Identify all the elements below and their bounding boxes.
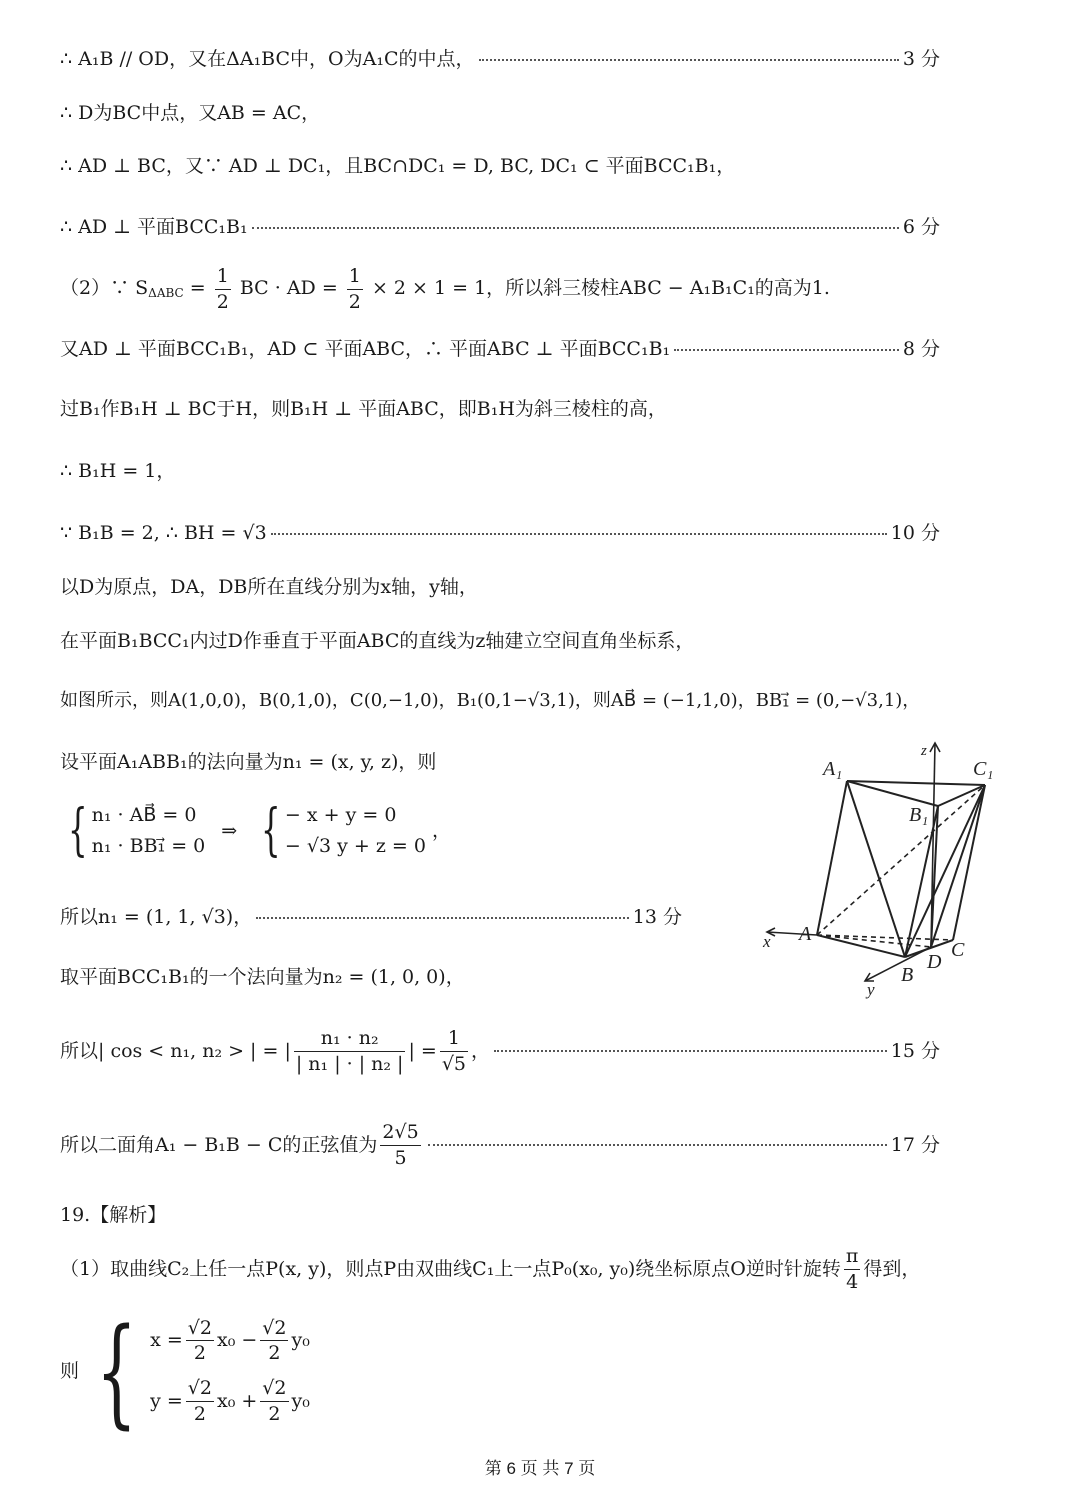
eq-term: x₀ − xyxy=(216,1329,258,1352)
eq-term: y₀ xyxy=(291,1389,310,1412)
y-axis xyxy=(865,947,931,981)
line-17-mid: | = xyxy=(408,1039,437,1062)
implies-arrow: ⇒ xyxy=(221,819,238,842)
system-left-eq1: n₁ · AB⃗ = 0 xyxy=(91,804,197,827)
frac-num: 1 xyxy=(347,264,363,290)
label-y: y xyxy=(867,980,875,999)
system-left-eq2: n₁ · BB₁⃗ = 0 xyxy=(91,835,206,857)
line-1 xyxy=(60,50,940,69)
left-brace: { xyxy=(68,798,88,863)
dot-leader xyxy=(479,59,899,61)
dot-leader xyxy=(674,349,899,351)
prism-figure xyxy=(755,735,1005,1000)
line-10: 以D为原点，DA，DB所在直线分别为x轴，y轴， xyxy=(60,576,478,598)
line-5-mid2: × 2 × 1 = 1，所以斜三棱柱ABC − A₁B₁C₁的高为1. xyxy=(371,277,830,300)
line-17 xyxy=(60,1026,940,1076)
line-11: 在平面B₁BCC₁内过D作垂直于平面ABC的直线为z轴建立空间直角坐标系， xyxy=(60,630,695,652)
line-9 xyxy=(60,524,940,543)
line-12: 如图所示，则A(1,0,0)，B(0,1,0)，C(0,−1,0)，B₁(0,1−√3,1)，则AB⃗ = (−1,1,0)，BB₁⃗ = (0,−√3,1)， xyxy=(60,690,921,711)
line-20-prefix: （1）取曲线C₂上任一点P(x, y)，则点P由双曲线C₁上一点P₀(x₀, y₀)绕坐标原点O逆时针旋转 xyxy=(60,1257,841,1280)
section-19-heading: 19.【解析】 xyxy=(60,1204,167,1226)
line-5-mid1: BC · AD = xyxy=(239,277,344,300)
line-13: 设平面A₁ABB₁的法向量为n₁ = (x, y, z)，则 xyxy=(60,751,437,773)
eq-lhs: y = xyxy=(150,1389,183,1412)
frac-num: n₁ · n₂ xyxy=(294,1026,406,1052)
line-15-text: 所以n₁ = (1, 1, √3)， xyxy=(60,906,253,928)
label-z: z xyxy=(921,743,927,759)
coef-fraction xyxy=(186,1376,214,1426)
line-5-eq: = xyxy=(183,277,212,300)
frac-den: 2 xyxy=(348,290,361,313)
line-3: ∴ AD ⊥ BC，又∵ AD ⊥ DC₁，且BC∩DC₁ = D, BC, DC₁ ⊂ 平面BCC₁B₁， xyxy=(60,155,736,177)
rotation-eq-y xyxy=(150,1376,310,1426)
fraction-half-1 xyxy=(215,264,231,314)
edge-a1-c1 xyxy=(847,781,985,785)
dot-leader xyxy=(256,917,629,919)
dot-leader xyxy=(428,1144,887,1146)
score-3: 3 分 xyxy=(902,48,940,70)
frac-num: π xyxy=(844,1244,861,1270)
edge-a1-b xyxy=(847,781,905,957)
label-a: A xyxy=(799,923,812,945)
edge-b1-c1 xyxy=(938,785,985,806)
label-a1: A₁ xyxy=(823,758,843,780)
score-10: 10 分 xyxy=(890,522,940,544)
line-20 xyxy=(60,1244,920,1294)
frac-den: 2 xyxy=(268,1342,281,1365)
dot-leader xyxy=(271,533,887,535)
line-17-prefix: 所以| cos < n₁, n₂ > | = | xyxy=(60,1039,291,1062)
left-brace: { xyxy=(95,1302,138,1440)
coef-fraction xyxy=(186,1316,214,1366)
system-tail: ， xyxy=(431,819,451,842)
rotation-label: 则 xyxy=(60,1359,80,1382)
label-x: x xyxy=(763,932,771,951)
line-6 xyxy=(60,340,940,359)
frac-num: √2 xyxy=(186,1316,214,1342)
frac-den: 2 xyxy=(193,1402,206,1425)
line-15 xyxy=(60,908,682,927)
line-18-prefix: 所以二面角A₁ − B₁B − C的正弦值为 xyxy=(60,1133,378,1156)
frac-den: 5 xyxy=(394,1146,407,1169)
label-c1: C₁ xyxy=(973,758,994,780)
frac-num: 2√5 xyxy=(380,1120,420,1146)
line-5-prefix: （2）∵ S xyxy=(60,277,149,300)
coef-fraction xyxy=(260,1316,288,1366)
score-13: 13 分 xyxy=(632,906,682,928)
score-15: 15 分 xyxy=(890,1039,940,1062)
line-5 xyxy=(60,264,830,314)
line-18 xyxy=(60,1120,940,1170)
label-c: C xyxy=(951,939,965,961)
fraction-answer xyxy=(380,1120,420,1170)
frac-num: √2 xyxy=(186,1376,214,1402)
frac-num: 1 xyxy=(215,264,231,290)
system-right xyxy=(253,798,426,863)
edge-a1-a xyxy=(817,781,847,935)
page-footer: 第 6 页 共 7 页 xyxy=(484,1459,596,1478)
frac-num: √2 xyxy=(260,1316,288,1342)
edge-a1-b1 xyxy=(847,781,938,806)
left-brace: { xyxy=(261,798,281,863)
fraction-one-over-root5 xyxy=(440,1026,468,1076)
frac-den: 2 xyxy=(268,1402,281,1425)
system-left xyxy=(60,798,206,863)
frac-den: 2 xyxy=(216,290,229,313)
line-21-rotation-system xyxy=(60,1302,310,1440)
line-6-text: 又AD ⊥ 平面BCC₁B₁，AD ⊂ 平面ABC，∴ 平面ABC ⊥ 平面BCC₁B₁ xyxy=(60,338,671,360)
score-17: 17 分 xyxy=(890,1133,940,1156)
line-16: 取平面BCC₁B₁的一个法向量为n₂ = (1, 0, 0)， xyxy=(60,966,465,988)
frac-den: | n₁ | · | n₂ | xyxy=(295,1052,404,1075)
frac-num: √2 xyxy=(260,1376,288,1402)
line-4 xyxy=(60,218,940,237)
eq-term: x₀ + xyxy=(217,1389,258,1412)
label-b: B xyxy=(901,964,914,986)
frac-den: √5 xyxy=(441,1052,467,1075)
rotation-eq-x xyxy=(150,1316,310,1366)
line-14-system xyxy=(60,798,451,863)
frac-den: 2 xyxy=(193,1342,206,1365)
line-20-tail: 得到， xyxy=(863,1257,921,1280)
dot-leader xyxy=(494,1050,887,1052)
frac-num: 1 xyxy=(440,1026,468,1052)
coef-fraction xyxy=(260,1376,288,1426)
line-9-text: ∵ B₁B = 2, ∴ BH = √3 xyxy=(60,522,267,544)
line-4-text: ∴ AD ⊥ 平面BCC₁B₁ xyxy=(60,216,248,238)
eq-term: y₀ xyxy=(291,1329,310,1352)
line-8: ∴ B₁H = 1， xyxy=(60,460,176,482)
line-17-tail: ， xyxy=(471,1039,491,1062)
fraction-cos xyxy=(294,1026,406,1076)
system-right-eq1: − x + y = 0 xyxy=(284,804,397,827)
system-right-eq2: − √3 y + z = 0 xyxy=(284,835,426,857)
fraction-half-2 xyxy=(347,264,363,314)
fraction-pi-over-4 xyxy=(844,1244,861,1294)
label-d: D xyxy=(927,951,942,973)
score-6: 6 分 xyxy=(902,216,940,238)
line-1-text: ∴ A₁B // OD，又在ΔA₁BC中，O为A₁C的中点， xyxy=(60,48,475,70)
line-2: ∴ D为BC中点，又AB = AC， xyxy=(60,102,321,124)
edge-c1-d xyxy=(931,785,985,947)
label-b1: B₁ xyxy=(909,804,929,826)
score-8: 8 分 xyxy=(902,338,940,360)
line-7: 过B₁作B₁H ⊥ BC于H，则B₁H ⊥ 平面ABC，即B₁H为斜三棱柱的高， xyxy=(60,398,667,420)
area-subscript: ΔABC xyxy=(148,286,184,301)
eq-lhs: x = xyxy=(150,1329,183,1352)
dot-leader xyxy=(252,227,899,229)
frac-den: 4 xyxy=(846,1270,859,1293)
